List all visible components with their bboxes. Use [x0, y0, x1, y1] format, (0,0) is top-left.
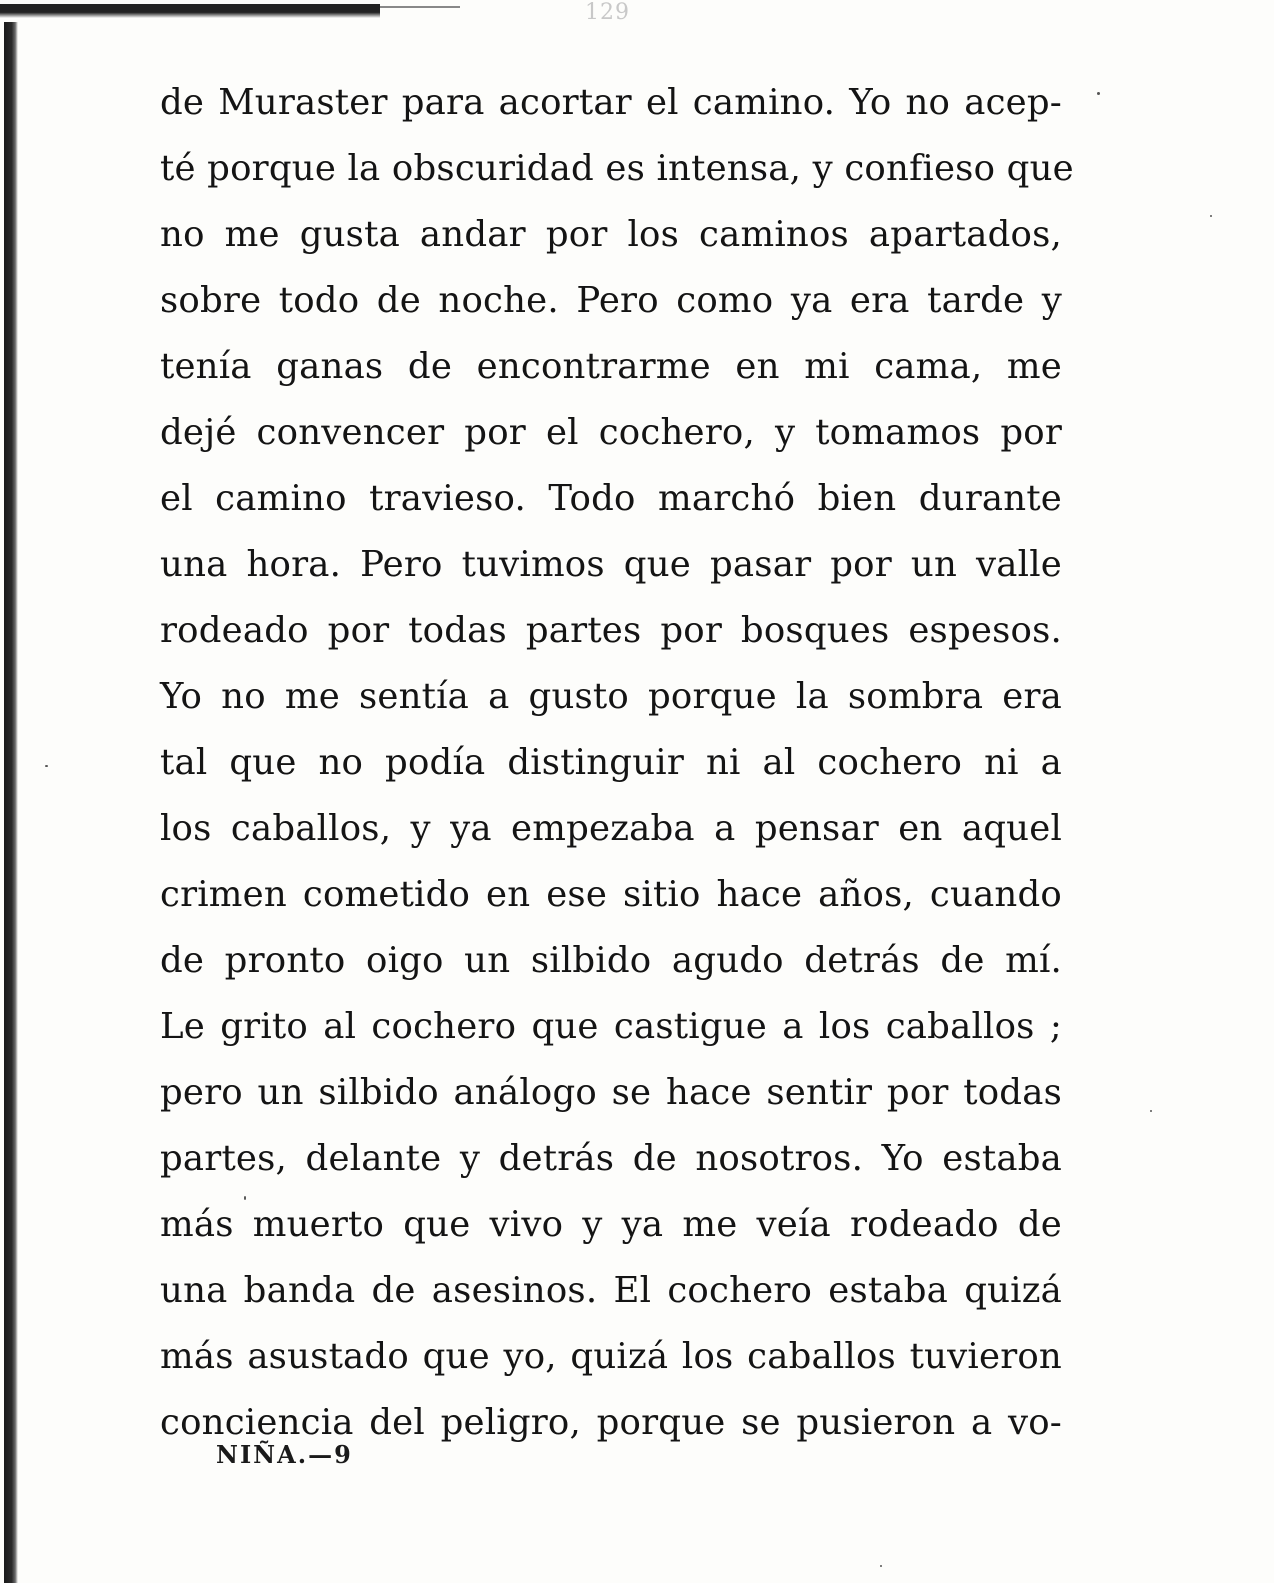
scan-speck — [1097, 92, 1100, 95]
scan-speck — [244, 1196, 246, 1200]
text-line: más muerto que vivo y ya me veía rodeado de — [160, 1204, 1062, 1245]
text-line: el camino travieso. Todo marchó bien durante — [160, 478, 1062, 519]
scan-speck — [1210, 215, 1212, 217]
scan-speck — [45, 765, 48, 767]
text-line: crimen cometido en ese sitio hace años, cuando — [160, 874, 1062, 915]
text-line: dejé convencer por el cochero, y tomamos por — [160, 412, 1062, 453]
text-line: conciencia del peligro, porque se pusieron a vo- — [160, 1402, 1062, 1443]
text-line: pero un silbido análogo se hace sentir por todas — [160, 1072, 1062, 1113]
text-line: tenía ganas de encontrarme en mi cama, me — [160, 346, 1062, 387]
text-line: partes, delante y detrás de nosotros. Yo estaba — [160, 1138, 1062, 1179]
text-line: los caballos, y ya empezaba a pensar en aquel — [160, 808, 1062, 849]
text-line: una banda de asesinos. El cochero estaba quizá — [160, 1270, 1062, 1311]
text-line: rodeado por todas partes por bosques espesos. — [160, 610, 1062, 651]
printer-signature: NIÑA.—9 — [216, 1440, 353, 1469]
top-edge-rule — [0, 4, 380, 18]
binding-gutter-shadow — [4, 22, 18, 1583]
scan-speck — [880, 1565, 882, 1567]
text-line: una hora. Pero tuvimos que pasar por un valle — [160, 544, 1062, 585]
text-line: té porque la obscuridad es intensa, y confieso que — [160, 148, 1074, 189]
text-line: sobre todo de noche. Pero como ya era tarde y — [160, 280, 1062, 321]
text-line: más asustado que yo, quizá los caballos tuvieron — [160, 1336, 1062, 1377]
top-edge-rule-thin — [380, 6, 460, 8]
text-line: de pronto oigo un silbido agudo detrás de mí. — [160, 940, 1062, 981]
text-line: no me gusta andar por los caminos apartados, — [160, 214, 1062, 255]
text-line: tal que no podía distinguir ni al cochero ni a — [160, 742, 1062, 783]
text-line: Yo no me sentía a gusto porque la sombra era — [160, 676, 1062, 717]
scan-speck — [1150, 1110, 1152, 1112]
text-line: de Muraster para acortar el camino. Yo no acep- — [160, 82, 1062, 123]
page-number: 129 — [585, 0, 630, 25]
text-line: Le grito al cochero que castigue a los caballos ; — [160, 1006, 1062, 1047]
body-text — [160, 70, 1074, 1456]
